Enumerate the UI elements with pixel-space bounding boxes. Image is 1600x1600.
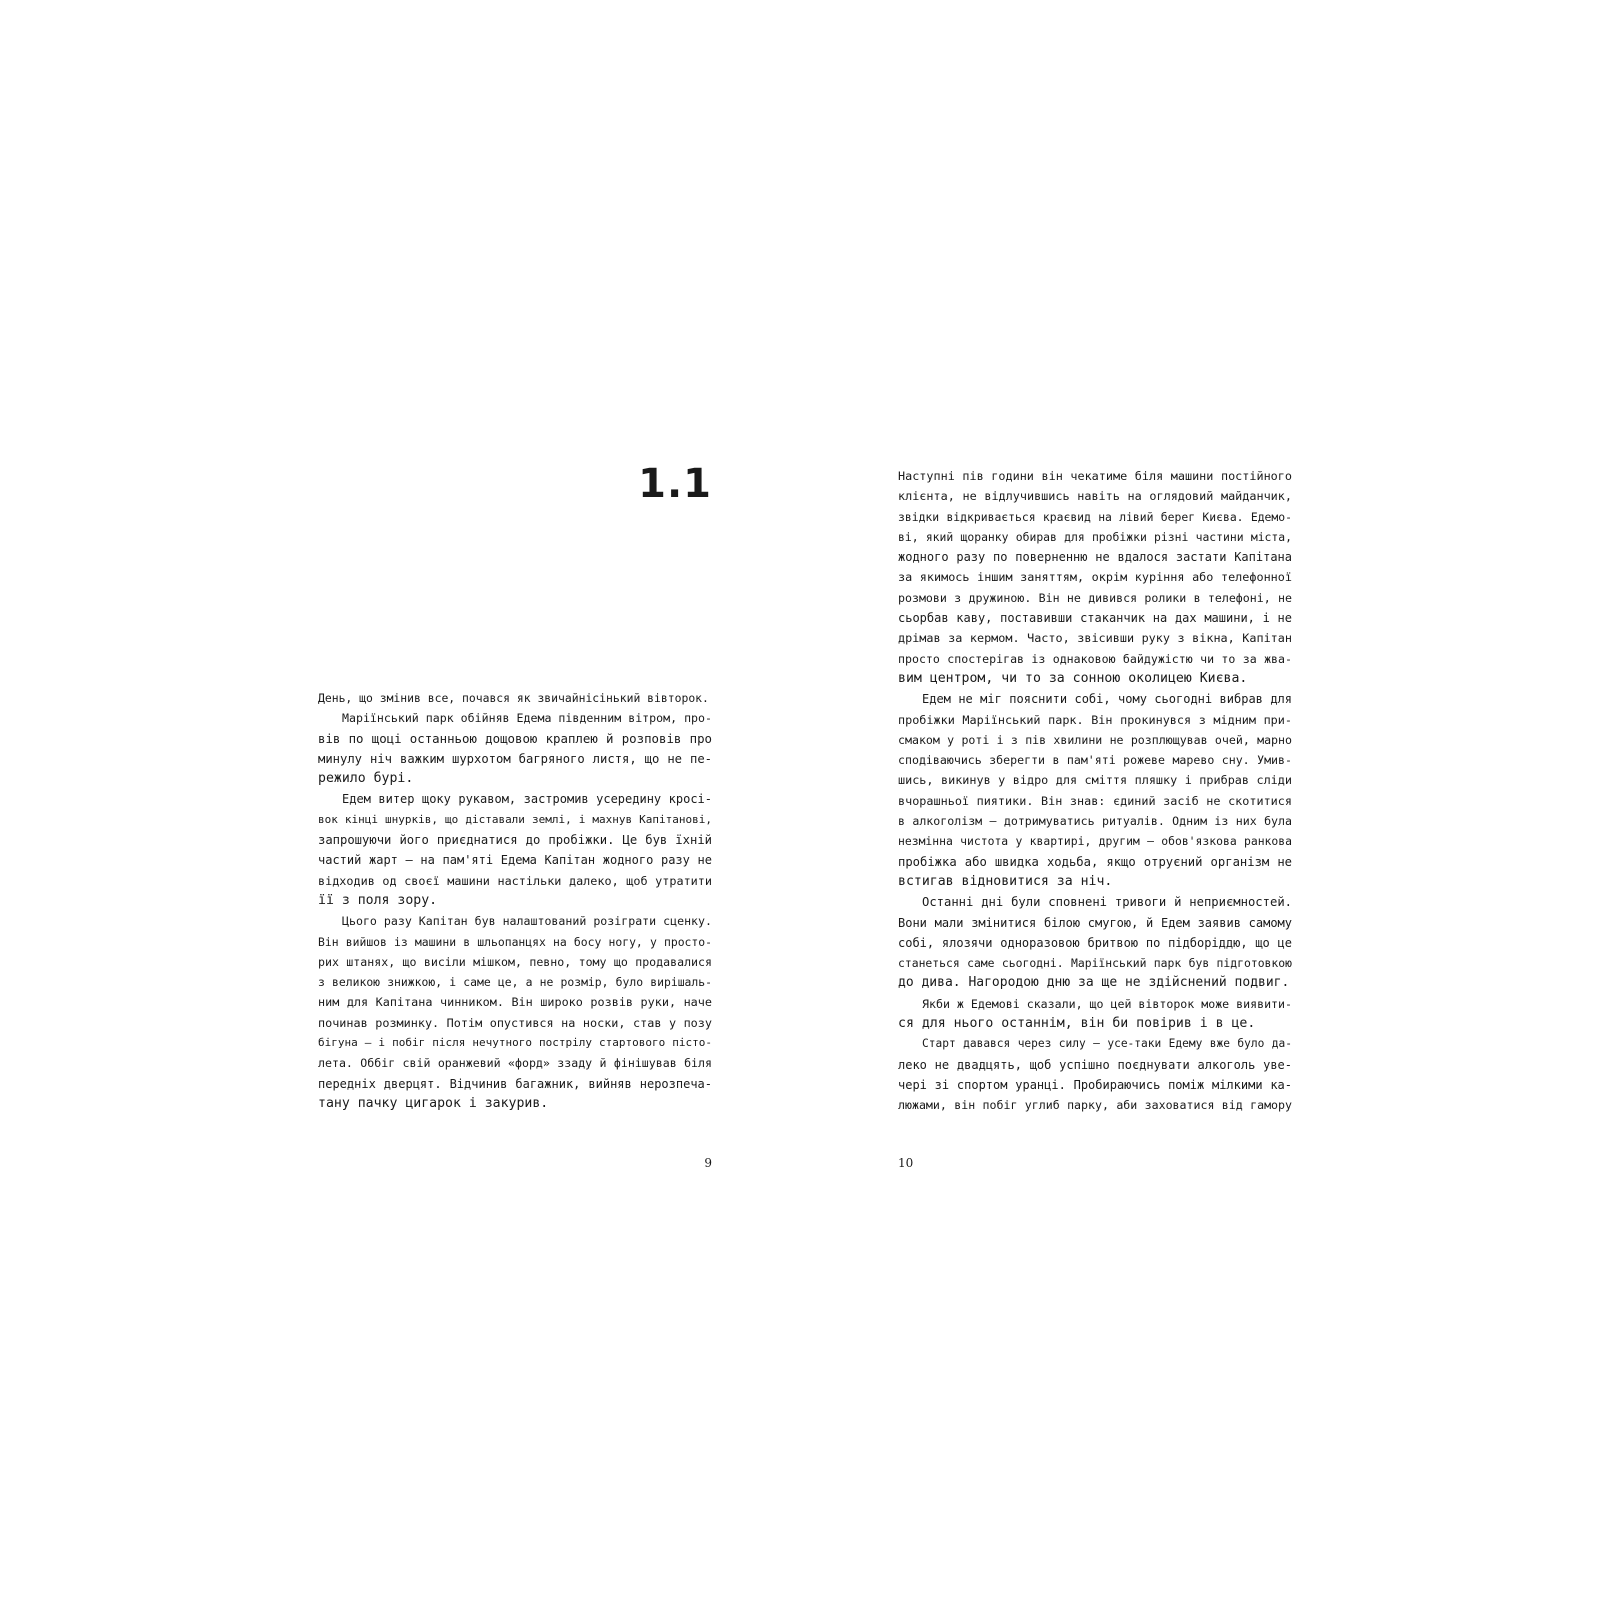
text-line: клієнта, не відлучившись навіть на оглядовий майданчик, [898, 489, 1292, 504]
text-line: лета. Оббіг свій оранжевий «форд» ззаду й фінішував біля [318, 1056, 712, 1071]
text-line: з великою знижкою, і саме це, а не розмір, було вирішаль- [318, 975, 712, 990]
text-line: ві, який щоранку обирав для пробіжки різні частини міста, [898, 529, 1292, 544]
text-line: жодного разу по поверненню не вдалося застати Капітана [898, 550, 1292, 565]
text-line: Маріїнський парк обійняв Едема південним вітром, про- [342, 711, 712, 726]
text-line: Цього разу Капітан був налаштований розіграти сценку. [342, 914, 712, 929]
text-line: Едем не міг пояснити собі, чому сьогодні вибрав для [922, 692, 1292, 707]
text-line: Він вийшов із машини в шльопанцях на босу ногу, у просто- [318, 934, 712, 949]
text-line: встигав відновитися за ніч. [898, 873, 1113, 889]
text-line: люжами, він побіг углиб парку, аби заховатися від гамору [898, 1098, 1292, 1113]
text-line: рих штанях, що висіли мішком, певно, тому що продавалися [318, 954, 712, 969]
chapter-number: 1.1 [638, 461, 712, 507]
text-line: пробіжка або швидка ходьба, якщо отруєний організм не [898, 854, 1292, 869]
text-line: леко не двадцять, щоб успішно поєднувати алкоголь уве- [898, 1057, 1292, 1072]
text-line: Останні дні були сповнені тривоги й неприємностей. [922, 895, 1292, 910]
text-line: звідки відкривається краєвид на лівий берег Києва. Едемо- [898, 509, 1292, 524]
text-line: тану пачку цигарок і закурив. [318, 1095, 549, 1111]
text-line: смаком у роті і з пів хвилини не розплющував очей, марно [898, 732, 1292, 747]
page-number-right: 10 [898, 1156, 914, 1170]
text-line: ся для нього останнім, він би повірив і в це. [898, 1016, 1256, 1032]
text-line: розмови з дружиною. Він не дивився ролики в телефоні, не [898, 590, 1292, 605]
text-line: ним для Капітана чинником. Він широко розвів руки, наче [318, 995, 712, 1010]
text-line: частий жарт — на пам'яті Едема Капітан жодного разу не [318, 853, 712, 868]
text-line: шись, викинув у відро для сміття пляшку і прибрав сліди [898, 773, 1292, 788]
text-line: вим центром, чи то за сонною околицею Києва. [898, 670, 1248, 686]
page-number-left: 9 [704, 1156, 712, 1170]
text-line: передніх дверцят. Відчинив багажник, вийняв нерозпеча- [318, 1076, 712, 1091]
text-line: сподіваючись зберегти в пам'яті рожеве марево сну. Умив- [898, 753, 1292, 768]
text-line: в алкоголізм — дотримуватись ритуалів. Одним із них була [898, 814, 1292, 829]
text-line: незмінна чистота у квартирі, другим — обов'язкова ранкова [898, 834, 1292, 849]
text-line: собі, ялозячи одноразовою бритвою по підборіддю, що це [898, 935, 1292, 950]
text-line: Якби ж Едемові сказали, що цей вівторок може виявити- [922, 996, 1292, 1011]
right-page-text [898, 466, 1292, 1116]
text-line: пробіжки Маріїнський парк. Він прокинувся з мідним при- [898, 712, 1292, 727]
text-line: її з поля зору. [318, 892, 438, 908]
text-line: Едем витер щоку рукавом, застромив усередину кросі- [342, 792, 712, 807]
text-line: бігуна — і побіг після нечутного пострілу стартового пісто- [318, 1036, 712, 1050]
text-line: відходив од своєї машини настільки далеко, щоб утратити [318, 873, 712, 888]
text-line: до дива. Нагородою дню за ще не здійснений подвиг. [898, 975, 1290, 991]
text-line: режило бурі. [318, 771, 414, 787]
text-line: сьорбав каву, поставивши стаканчик на дах машини, і не [898, 611, 1292, 626]
text-line: День, що змінив все, почався як звичайнісінький вівторок. [318, 691, 709, 705]
text-line: станеться саме сьогодні. Маріїнський парк був підготовкою [898, 956, 1292, 971]
text-line: починав розминку. Потім опустився на носки, став у позу [318, 1015, 712, 1030]
text-line: вів по щоці останньою дощовою краплею й розповів про [318, 730, 712, 746]
text-line: Старт давався через силу — усе-таки Едему вже було да- [922, 1037, 1292, 1051]
right-page [898, 0, 1292, 1600]
left-page-text [318, 688, 712, 1114]
text-line: просто спостерігав із однаковою байдужістю чи то за жва- [898, 651, 1292, 666]
text-line: Наступні пів години він чекатиме біля машини постійного [898, 469, 1292, 483]
text-line: дрімав за кермом. Часто, звісивши руку з вікна, Капітан [898, 631, 1292, 646]
text-line: Вони мали змінитися білою смугою, й Едем заявив самому [898, 915, 1292, 930]
text-line: запрошуючи його приєднатися до пробіжки. Це був їхній [318, 833, 712, 848]
text-line: чері зі спортом уранці. Пробираючись поміж мілкими ка- [898, 1077, 1292, 1092]
text-line: за якимось іншим заняттям, окрім куріння або телефонної [898, 570, 1292, 585]
text-line: вок кінці шнурків, що діставали землі, і махнув Капітанові, [318, 812, 712, 826]
text-line: минулу ніч важким шурхотом багряного листя, що не пе- [318, 751, 712, 766]
text-line: вчорашньої пиятики. Він знав: єдиний засіб не скотитися [898, 793, 1292, 808]
left-page [318, 0, 712, 1600]
